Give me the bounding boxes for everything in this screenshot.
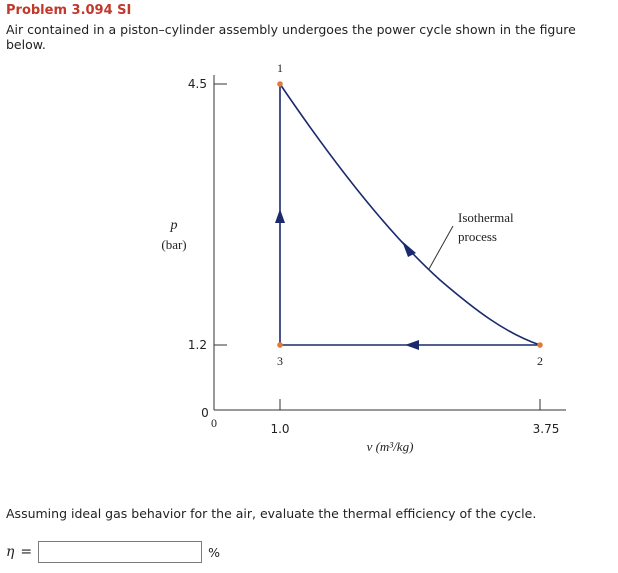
isotherm-annotation-leader [429,226,453,269]
state-point-1 [277,81,283,87]
state-point-3 [277,342,283,348]
state-label-1: 1 [277,61,283,75]
annotation-process: process [458,229,497,244]
y-tick-label-1-2: 1.2 [187,338,207,352]
x-axis-label: v (m³/kg) [366,439,414,454]
y-axis-unit: (bar) [161,237,187,252]
origin-y-label: 0 [201,406,209,420]
question-text: Assuming ideal gas behavior for the air, evaluate the thermal efficiency of the cycle. [6,506,537,521]
annotation-isothermal: Isothermal [458,210,514,225]
equals-sign: = [20,544,33,560]
pv-diagram [150,55,580,465]
y-axis-symbol: p [170,218,178,233]
problem-title: Problem 3.094 SI [6,3,132,18]
x-tick-label-1-0: 1.0 [270,422,290,436]
problem-statement: Air contained in a piston–cylinder assembly undergoes the power cycle shown in the figure below. [6,22,576,52]
y-tick-label-4-5: 4.5 [187,77,207,91]
state-point-2 [537,342,543,348]
state-label-3: 3 [277,354,283,368]
answer-row [6,540,220,564]
process-3-1-arrow [275,209,285,223]
efficiency-symbol: η [6,544,15,560]
origin-x-label: 0 [211,416,217,430]
process-2-3-arrow [405,340,419,350]
percent-unit: % [208,544,221,560]
x-tick-label-3-75: 3.75 [532,422,560,436]
efficiency-answer-input[interactable] [38,541,202,563]
state-label-2: 2 [537,354,543,368]
